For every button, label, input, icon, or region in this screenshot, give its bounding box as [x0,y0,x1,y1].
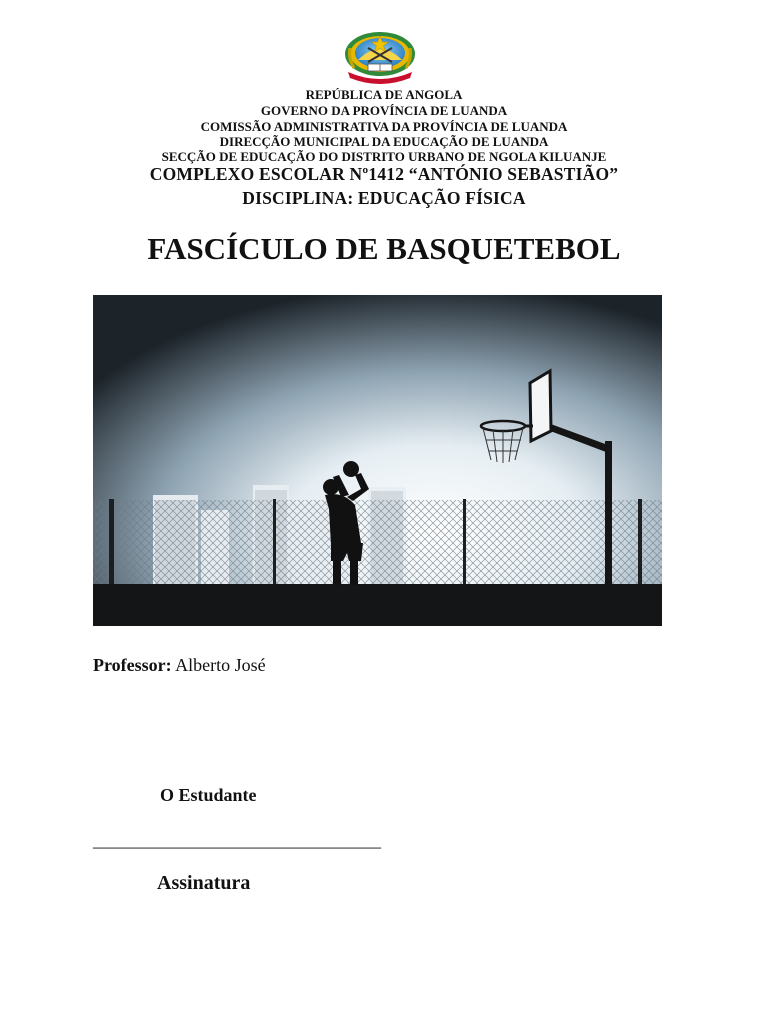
subject-line: DISCIPLINA: EDUCAÇÃO FÍSICA [242,188,526,208]
document-title: FASCÍCULO DE BASQUETEBOL [147,231,621,266]
header-line-education-section: SECÇÃO DE EDUCAÇÃO DO DISTRITO URBANO DE NGOLA KILUANJE [161,149,607,164]
signature-label: Assinatura [157,872,251,894]
professor-line [93,656,266,674]
basketball-player-silhouette-illustration [93,295,662,626]
professor-name: Alberto José [175,655,266,675]
header-line-republic: REPÚBLICA DE ANGOLA [305,87,463,102]
header-line-commission: COMISSÃO ADMINISTRATIVA DA PROVÍNCIA DE LUANDA [200,119,568,134]
school-name: COMPLEXO ESCOLAR Nº1412 “ANTÓNIO SEBASTIÃO” [149,164,619,184]
signature-line: ________________________________ [93,830,381,850]
header-line-government: GOVERNO DA PROVÍNCIA DE LUANDA [260,103,508,118]
header-line-municipal-direction: DIRECÇÃO MUNICIPAL DA EDUCAÇÃO DE LUANDA [219,134,549,149]
angola-coat-of-arms-icon [338,28,422,84]
student-label: O Estudante [160,785,257,805]
professor-label: Professor: [93,655,172,675]
